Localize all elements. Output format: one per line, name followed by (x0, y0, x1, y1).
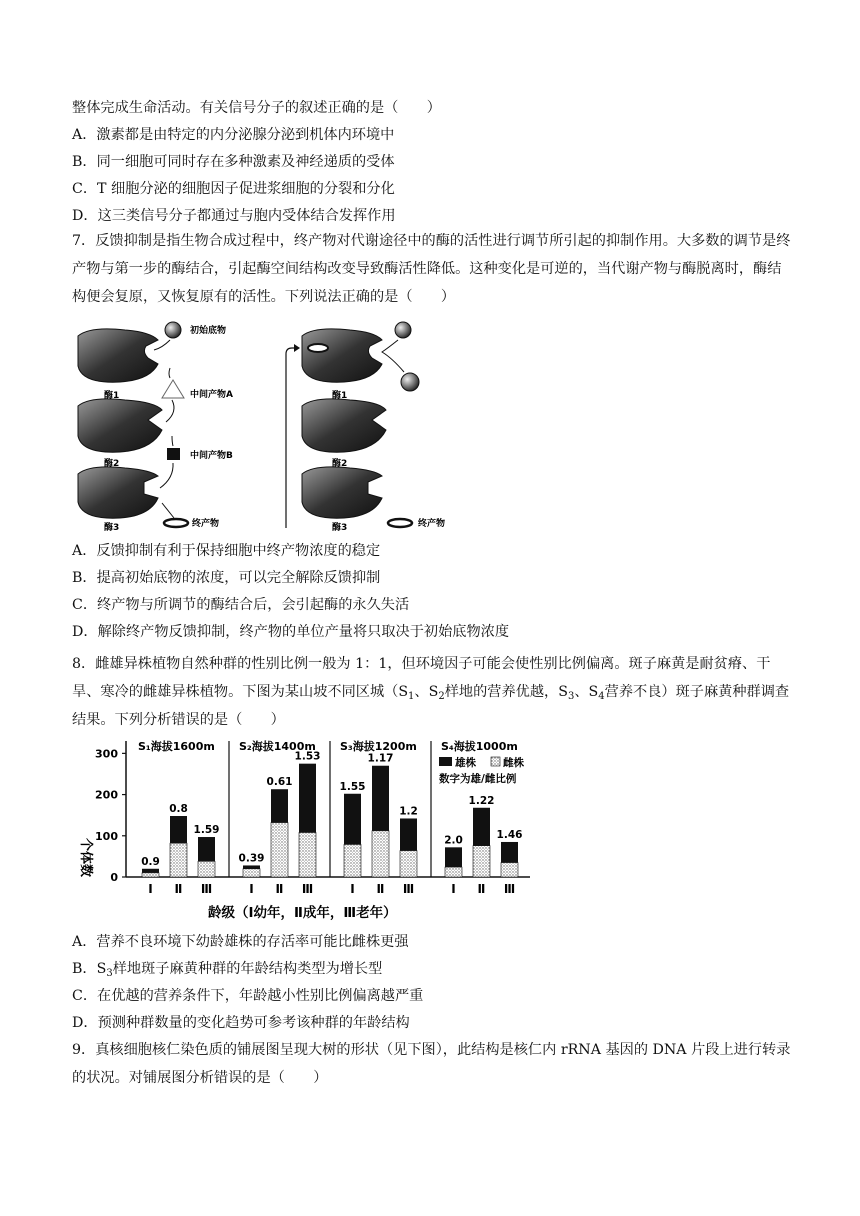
q6-option-b: B．同一细胞可同时存在多种激素及神经递质的受体 (72, 154, 395, 170)
x-category-label: Ⅱ (376, 882, 385, 896)
bar-female-segment (299, 832, 316, 877)
bar-ratio-label: 1.53 (294, 750, 321, 763)
x-category-label: Ⅲ (200, 882, 213, 896)
initial-substrate-label: 初始底物 (190, 326, 227, 336)
end-product-left-label: 终产物 (192, 519, 220, 529)
bar-female-segment (473, 846, 490, 877)
bar-female-segment (198, 861, 215, 877)
panel-title: S₃海拔1200m (340, 740, 417, 753)
q6-option-a: A．激素都是由特定的内分泌腺分泌到机体内环境中 (72, 127, 395, 143)
enzyme-2-left (78, 399, 162, 452)
q8-stem-part3: 营养不良）斑子麻黄种群调查结果。下列分析错误的是（ ） (72, 684, 790, 728)
intermediate-b-label: 中间产物B (190, 451, 233, 461)
x-category-label: Ⅲ (503, 882, 516, 896)
q7-option-d: D．解除终产物反馈抑制，终产物的单位产量将只取决于初始底物浓度 (72, 624, 510, 640)
population-age-chart (68, 733, 538, 925)
x-category-label: Ⅱ (477, 882, 486, 896)
x-category-label: Ⅰ (249, 882, 254, 896)
x-category-label: Ⅰ (350, 882, 355, 896)
x-category-label: Ⅲ (402, 882, 415, 896)
bar-male-segment (344, 794, 361, 845)
bar-female-segment (243, 869, 260, 877)
x-category-label: Ⅱ (174, 882, 183, 896)
chart-legend (439, 756, 524, 785)
q8-sub3: 3 (567, 691, 575, 702)
substrate-top-right-icon (395, 322, 411, 338)
intermediate-a-icon (162, 380, 184, 398)
enzyme-3-right-label: 酶3 (332, 523, 348, 533)
legend-note: 数字为雄/雌比例 (439, 773, 517, 785)
enzyme-feedback-figure (70, 318, 470, 533)
bar-female-segment (170, 843, 187, 877)
bar-male-segment (400, 818, 417, 850)
bar-ratio-label: 1.17 (367, 752, 394, 765)
q8-option-b-pre: B．S (72, 961, 107, 977)
q8-sub1: 1 (408, 691, 415, 702)
legend-female-label: 雌株 (503, 757, 524, 769)
enzyme-3-left-label: 酶3 (104, 523, 120, 533)
bar-female-segment (344, 844, 361, 877)
q8-option-b-sub: 3 (106, 968, 113, 979)
bar-male-segment (198, 837, 215, 861)
bar-ratio-label: 0.8 (169, 803, 188, 816)
q8-sep1: 、S (414, 684, 439, 700)
bar-ratio-label: 0.9 (141, 855, 160, 868)
substrate-bottom-right-icon (401, 373, 419, 391)
q8-stem (72, 650, 792, 734)
q7-option-c: C．终产物与所调节的酶结合后，会引起酶的永久失活 (72, 597, 410, 613)
q7-stem: 7．反馈抑制是指生物合成过程中，终产物对代谢途径中的酶的活性进行调节所引起的抑制作用。大多数的调节是终产物与第一步的酶结合，引起酶空间结构改变导致酶活性降低。这种变化是可逆的，当代谢产物与酶脱离时，酶结构便会复原，又恢复原有的活性。下列说法正确的是（ ） (72, 233, 791, 305)
x-category-label: Ⅰ (451, 882, 456, 896)
q7-option-a: A．反馈抑制有利于保持细胞中终产物浓度的稳定 (72, 543, 381, 559)
initial-substrate-icon (165, 322, 181, 338)
end-product-right-icon (388, 519, 412, 527)
q6-option-c: C．T 细胞分泌的细胞因子促进浆细胞的分裂和分化 (72, 181, 395, 197)
enzyme-1-right-label: 酶1 (332, 391, 348, 401)
bar-ratio-label: 1.22 (468, 794, 495, 807)
q8-option-c: C．在优越的营养条件下，年龄越小性别比例偏离越严重 (72, 988, 424, 1004)
bar-male-segment (243, 865, 260, 868)
end-product-icon (164, 519, 188, 527)
y-tick-label: 100 (95, 829, 118, 843)
bar-ratio-label: 1.55 (339, 780, 366, 793)
bar-female-segment (142, 873, 159, 877)
y-axis-label: 个体数 (78, 838, 93, 878)
bar-male-segment (299, 764, 316, 833)
bar-female-segment (271, 823, 288, 877)
bar-male-segment (445, 847, 462, 867)
bar-ratio-label: 1.59 (193, 824, 220, 837)
bar-female-segment (445, 867, 462, 877)
q7-option-b: B．提高初始底物的浓度，可以完全解除反馈抑制 (72, 570, 381, 586)
panel-title: S₄海拔1000m (441, 740, 518, 753)
enzyme-1-left (78, 329, 158, 382)
q8-option-b (72, 959, 382, 979)
q8-sep2: 、S (574, 684, 599, 700)
bar-female-segment (501, 863, 518, 877)
bar-ratio-label: 1.2 (399, 805, 418, 818)
y-tick-label: 300 (95, 747, 118, 761)
bar-male-segment (271, 789, 288, 822)
bar-ratio-label: 2.0 (444, 834, 463, 847)
legend-male-swatch (439, 757, 452, 766)
q8-stem-part1: 8．雌雄异株植物自然种群的性别比例一般为 1：1，但环境因子可能会使性别比例偏离。斑子麻黄是耐贫瘠、干旱、寒冷的雌雄异株植物。下图为某山坡不同区城（S (72, 656, 771, 700)
x-category-label: Ⅲ (301, 882, 314, 896)
bar-female-segment (372, 831, 389, 877)
y-tick-label: 0 (110, 871, 118, 884)
legend-female-swatch (491, 757, 500, 766)
feedback-loop-line (286, 348, 298, 528)
bar-ratio-label: 0.39 (238, 852, 265, 865)
y-tick-label: 200 (95, 788, 118, 802)
q8-option-b-post: 样地斑子麻黄种群的年龄结构类型为增长型 (112, 961, 383, 977)
enzyme-2-right (302, 399, 386, 452)
bar-male-segment (372, 766, 389, 831)
q6-option-d: D．这三类信号分子都通过与胞内受体结合发挥作用 (72, 208, 396, 224)
x-axis-label: 龄级（Ⅰ幼年，Ⅱ成年，Ⅲ老年） (208, 905, 397, 921)
q6-stem-tail: 整体完成生命活动。有关信号分子的叙述正确的是（ ） (72, 100, 441, 116)
legend-male-label: 雄株 (455, 757, 476, 769)
end-product-right-label: 终产物 (418, 519, 446, 529)
x-category-label: Ⅰ (148, 882, 153, 896)
panel-title: S₂海拔1400m (239, 740, 316, 753)
intermediate-a-label: 中间产物A (190, 390, 233, 400)
enzyme-3-right (302, 467, 382, 518)
q8-sub2: 2 (438, 691, 445, 702)
x-category-label: Ⅱ (275, 882, 284, 896)
bar-male-segment (473, 808, 490, 846)
bar-male-segment (501, 842, 518, 863)
enzyme-2-left-label: 酶2 (104, 459, 120, 469)
enzyme-2-right-label: 酶2 (332, 459, 348, 469)
enzyme-1-right (302, 329, 382, 382)
bar-male-segment (142, 869, 159, 873)
enzyme-1-left-label: 酶1 (104, 391, 120, 401)
intermediate-b-icon (167, 448, 180, 460)
bar-ratio-label: 0.61 (266, 776, 293, 789)
q8-stem-part2: 样地的营养优越，S (444, 684, 568, 700)
bar-female-segment (400, 851, 417, 877)
q8-sub4: 4 (598, 691, 605, 702)
enzyme-3-left (78, 467, 158, 518)
bar-ratio-label: 1.46 (496, 828, 523, 841)
q9-stem: 9．真核细胞核仁染色质的铺展图呈现大树的形状（见下图），此结构是核仁内 rRNA 基因的 DNA 片段上进行转录的状况。对铺展图分析错误的是（ ） (72, 1042, 791, 1086)
bar-male-segment (170, 816, 187, 843)
q8-option-d: D．预测种群数量的变化趋势可参考该种群的年龄结构 (72, 1015, 410, 1031)
panel-title: S₁海拔1600m (138, 740, 215, 753)
q8-option-a: A．营养不良环境下幼龄雄株的存活率可能比雌株更强 (72, 934, 409, 950)
